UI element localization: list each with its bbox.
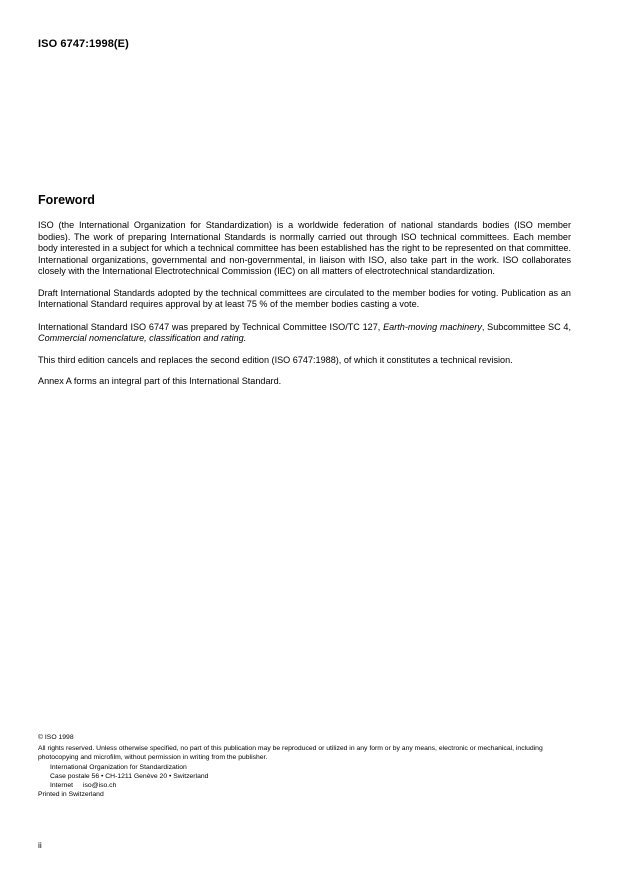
foreword-paragraph-5: Annex A forms an integral part of this International Standard.	[38, 376, 282, 386]
internet-email: iso@iso.ch	[83, 782, 117, 790]
document-id-header: ISO 6747:1998(E)	[38, 38, 129, 50]
rights-statement: All rights reserved. Unless otherwise specified, no part of this publication may be reproduced or utilized in any form or by any means, electronic or mechanical, including photocopying and microfilm, without permission in writing from the publisher.	[38, 745, 543, 762]
paragraph-3-text-a: International Standard ISO 6747 was prepared by Technical Committee ISO/TC 127,	[38, 321, 384, 332]
printed-in: Printed in Switzerland	[38, 791, 104, 799]
copyright-notice: © ISO 1998	[38, 734, 74, 741]
copyright-footer	[38, 733, 578, 799]
paragraph-3-text-b: , Subcommittee SC 4,	[481, 321, 572, 332]
internet-label: Internet	[50, 782, 74, 790]
committee-title: Earth-moving machinery	[383, 321, 482, 332]
subcommittee-title: Commercial nomenclature, classification and rating.	[38, 333, 247, 343]
foreword-paragraph-1: ISO (the International Organization for Standardization) is a worldwide federation of national standards bodies (ISO member bodies). The work of preparing International Standards is normally carried out through ISO technical committees. Each member body interested in a subject for which a technical committee has been established has the right to be represented on that committee. International organizations, governmental and non-governmental, in liaison with ISO, also take part in the work. ISO collaborates closely with the International Electrotechnical Commission (IEC) on all matters of electrotechnical standardization.	[38, 220, 571, 276]
foreword-body	[38, 220, 571, 399]
org-address: Case postale 56 • CH-1211 Genève 20 • Switzerland	[50, 772, 209, 780]
page-number: ii	[38, 840, 42, 850]
foreword-paragraph-3	[38, 322, 571, 345]
org-internet	[50, 781, 578, 790]
foreword-heading: Foreword	[38, 193, 95, 207]
org-name: International Organization for Standardization	[50, 763, 187, 771]
foreword-paragraph-4: This third edition cancels and replaces the second edition (ISO 6747:1988), of which it constitutes a technical revision.	[38, 354, 513, 365]
foreword-paragraph-2: Draft International Standards adopted by the technical committees are circulated to the member bodies for voting. Publication as an International Standard requires approval by at least 75 % of the member bodies casting a vote.	[38, 287, 571, 309]
